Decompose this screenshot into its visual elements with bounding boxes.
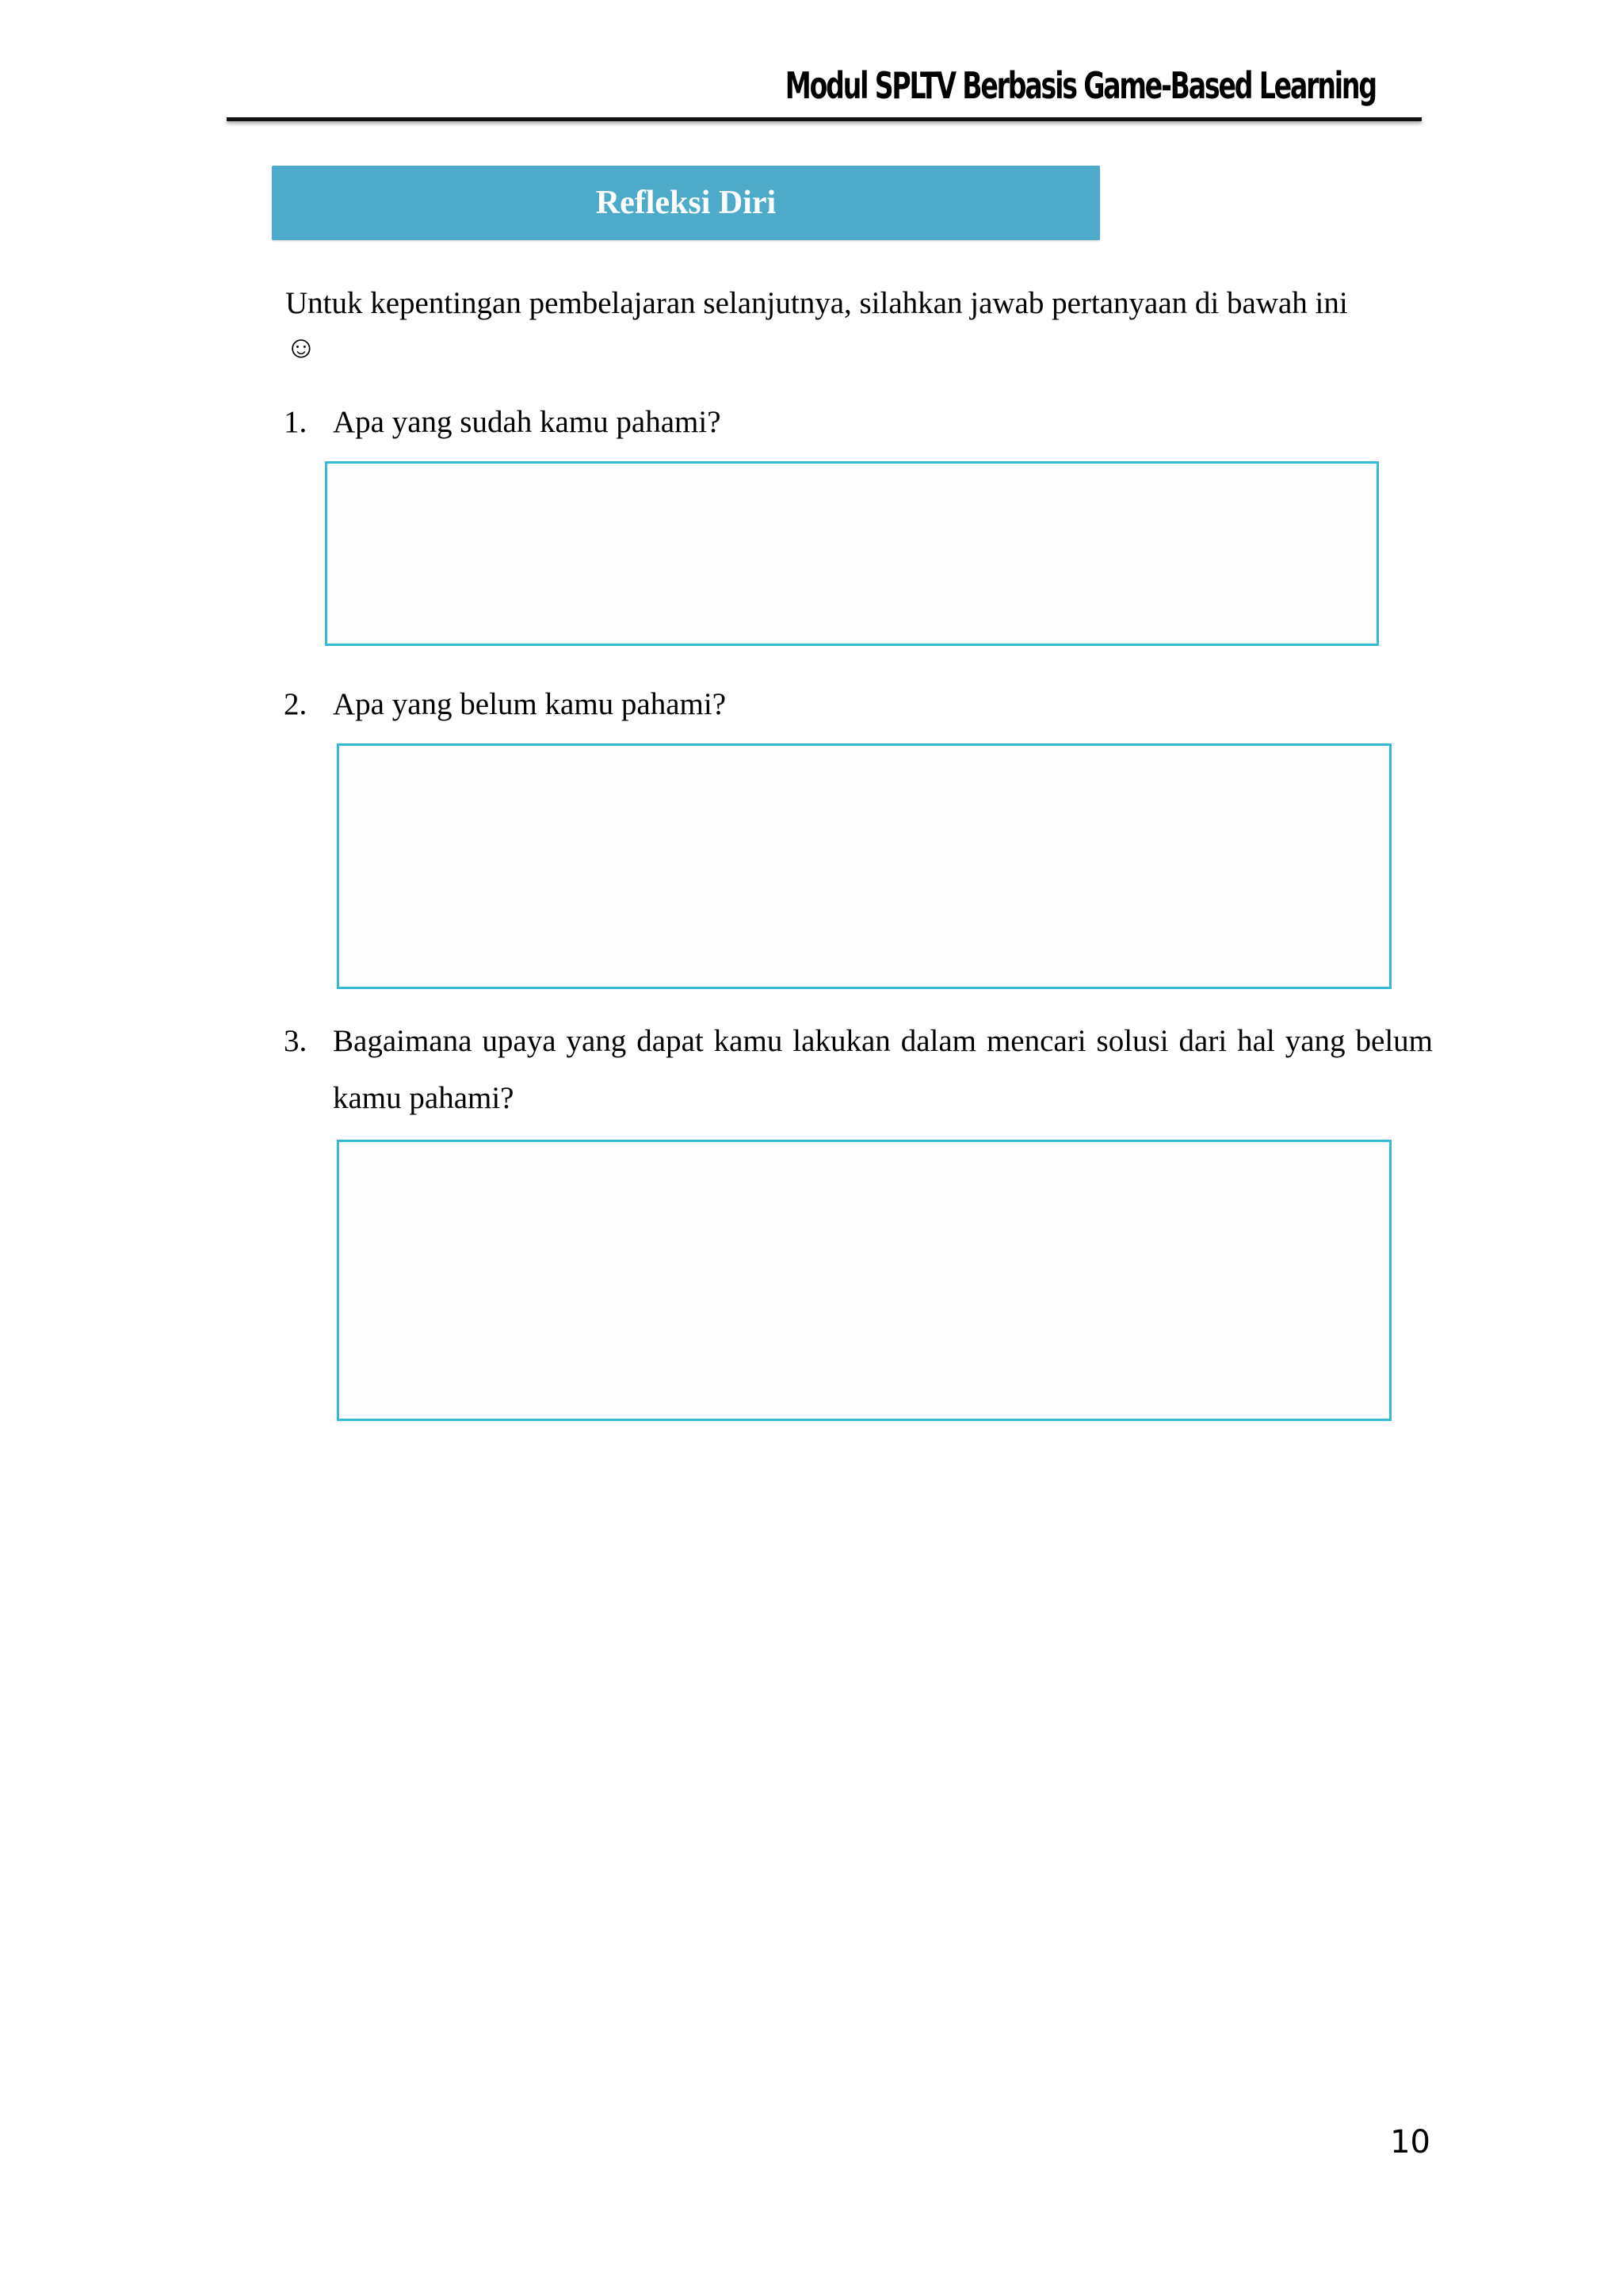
intro-text: Untuk kepentingan pembelajaran selanjutnya, silahkan jawab pertanyaan di bawah ini ☺: [285, 286, 1348, 365]
question-text: Bagaimana upaya yang dapat kamu lakukan dalam mencari solusi dari hal yang belum kamu pahami?: [333, 1024, 1433, 1115]
question-number: 2.: [284, 687, 307, 721]
question-number: 1.: [284, 405, 307, 439]
answer-box-2[interactable]: [337, 743, 1392, 989]
section-banner: [272, 166, 1100, 240]
module-header-title: Modul SPLTV Berbasis Game-Based Learning: [785, 64, 1376, 107]
answer-box-3[interactable]: [337, 1140, 1392, 1421]
question-text: Apa yang sudah kamu pahami?: [333, 405, 721, 439]
question-item: [284, 394, 1433, 451]
question-item: [284, 1013, 1433, 1127]
question-item: [284, 676, 1433, 733]
answer-box-1[interactable]: [325, 461, 1379, 646]
header-divider: [227, 117, 1422, 121]
page-number: 10: [1390, 2124, 1430, 2160]
section-title: Refleksi Diri: [595, 185, 777, 221]
question-text: Apa yang belum kamu pahami?: [333, 687, 727, 721]
question-number: 3.: [284, 1024, 307, 1058]
